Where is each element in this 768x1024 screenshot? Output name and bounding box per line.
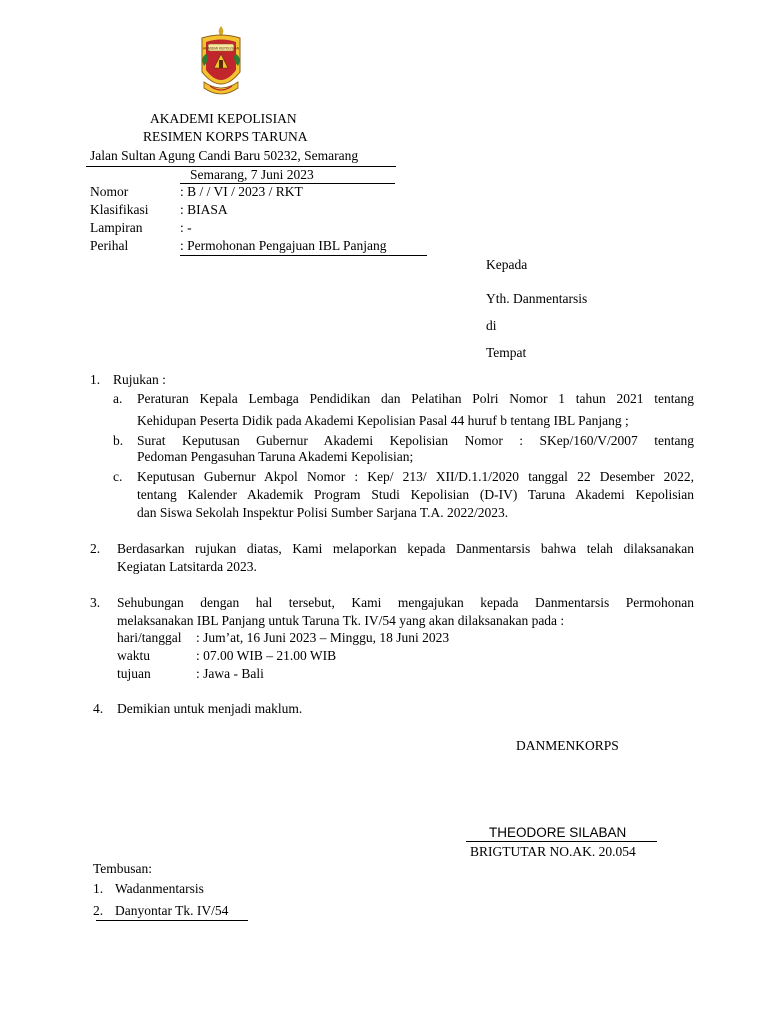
recipient-yth: Yth. Danmentarsis	[486, 291, 588, 306]
meta-value-klasifikasi: : BIASA	[180, 202, 228, 217]
tembusan-label: Tembusan:	[93, 861, 153, 876]
tembusan-item-2-number: 2.	[93, 903, 104, 918]
p1-title: Rujukan :	[113, 372, 166, 387]
p1-c-letter: c.	[113, 469, 123, 484]
p2-number: 2.	[90, 541, 101, 556]
p2-line1: Berdasarkan rujukan diatas, Kami melaporkan kepada Danmentarsis bahwa telah dilaksanakan	[117, 541, 694, 556]
perihal-underline	[180, 255, 427, 256]
p3-line2: melaksanakan IBL Panjang untuk Taruna Tk. IV/54 yang akan dilaksanakan pada :	[117, 613, 565, 628]
tembusan-item-1-number: 1.	[93, 881, 104, 896]
p1-a-line2: Kehidupan Peserta Didik pada Akademi Kepolisian Pasal 44 huruf b tentang IBL Panjang ;	[137, 413, 629, 428]
signature-rank: BRIGTUTAR NO.AK. 20.054	[470, 844, 636, 859]
recipient-di: di	[486, 318, 497, 333]
recipient-kepada: Kepada	[486, 257, 528, 272]
p1-c-line1: Keputusan Gubernur Akpol Nomor : Kep/ 213/ XII/D.1.1/2020 tanggal 22 Desember 2022,	[137, 469, 694, 484]
signature-title: DANMENKORPS	[516, 738, 619, 753]
meta-label-klasifikasi: Klasifikasi	[90, 202, 149, 217]
p1-c-line3: dan Siswa Sekolah Inspektur Polisi Sumber Sarjana T.A. 2022/2023.	[137, 505, 509, 520]
meta-label-lampiran: Lampiran	[90, 220, 143, 235]
p1-number: 1.	[90, 372, 101, 387]
tembusan-item-2-text: Danyontar Tk. IV/54	[115, 903, 229, 918]
tembusan-item-1-text: Wadanmentarsis	[115, 881, 204, 896]
p3-detail-label-time: waktu	[117, 648, 150, 663]
p1-a-letter: a.	[113, 391, 123, 406]
crest-emblem-icon	[196, 24, 246, 102]
p4-text: Demikian untuk menjadi maklum.	[117, 701, 303, 716]
meta-label-perihal: Perihal	[90, 238, 129, 253]
meta-label-nomor: Nomor	[90, 184, 129, 199]
institution-name: AKADEMI KEPOLISIAN	[150, 111, 297, 126]
address-line: Jalan Sultan Agung Candi Baru 50232, Semarang	[90, 148, 359, 163]
p1-b-line2: Pedoman Pengasuhan Taruna Akademi Kepolisian;	[137, 449, 414, 464]
signature-underline	[466, 841, 657, 842]
p4-number: 4.	[93, 701, 104, 716]
tembusan-underline	[96, 920, 248, 921]
p3-detail-value-time: : 07.00 WIB – 21.00 WIB	[196, 648, 337, 663]
p2-line2: Kegiatan Latsitarda 2023.	[117, 559, 257, 574]
meta-value-lampiran: : -	[180, 220, 192, 235]
akpol-crest-logo	[196, 24, 246, 102]
p3-number: 3.	[90, 595, 101, 610]
date-line: Semarang, 7 Juni 2023	[190, 167, 314, 182]
signature-name: THEODORE SILABAN	[489, 825, 627, 840]
p1-c-line2: tentang Kalender Akademik Program Studi Kepolisian (D-IV) Taruna Akademi Kepolisian	[137, 487, 694, 502]
p3-detail-label-destination: tujuan	[117, 666, 151, 681]
p1-b-line1: Surat Keputusan Gubernur Akademi Kepolisian Nomor : SKep/160/V/2007 tentang	[137, 433, 694, 448]
meta-value-perihal: : Permohonan Pengajuan IBL Panjang	[180, 238, 387, 253]
recipient-tempat: Tempat	[486, 345, 527, 360]
unit-name: RESIMEN KORPS TARUNA	[143, 129, 308, 144]
p3-line1: Sehubungan dengan hal tersebut, Kami mengajukan kepada Danmentarsis Permohonan	[117, 595, 694, 610]
p1-a-line1: Peraturan Kepala Lembaga Pendidikan dan Pelatihan Polri Nomor 1 tahun 2021 tentang	[137, 391, 694, 406]
p3-detail-label-date: hari/tanggal	[117, 630, 182, 645]
svg-text:AKADEMI KEPOLISIAN: AKADEMI KEPOLISIAN	[202, 46, 240, 51]
p3-detail-value-date: : Jum’at, 16 Juni 2023 – Minggu, 18 Juni 2023	[196, 630, 450, 645]
p1-b-letter: b.	[113, 433, 124, 448]
p3-detail-value-destination: : Jawa - Bali	[196, 666, 264, 681]
meta-value-nomor: : B / / VI / 2023 / RKT	[180, 184, 303, 199]
